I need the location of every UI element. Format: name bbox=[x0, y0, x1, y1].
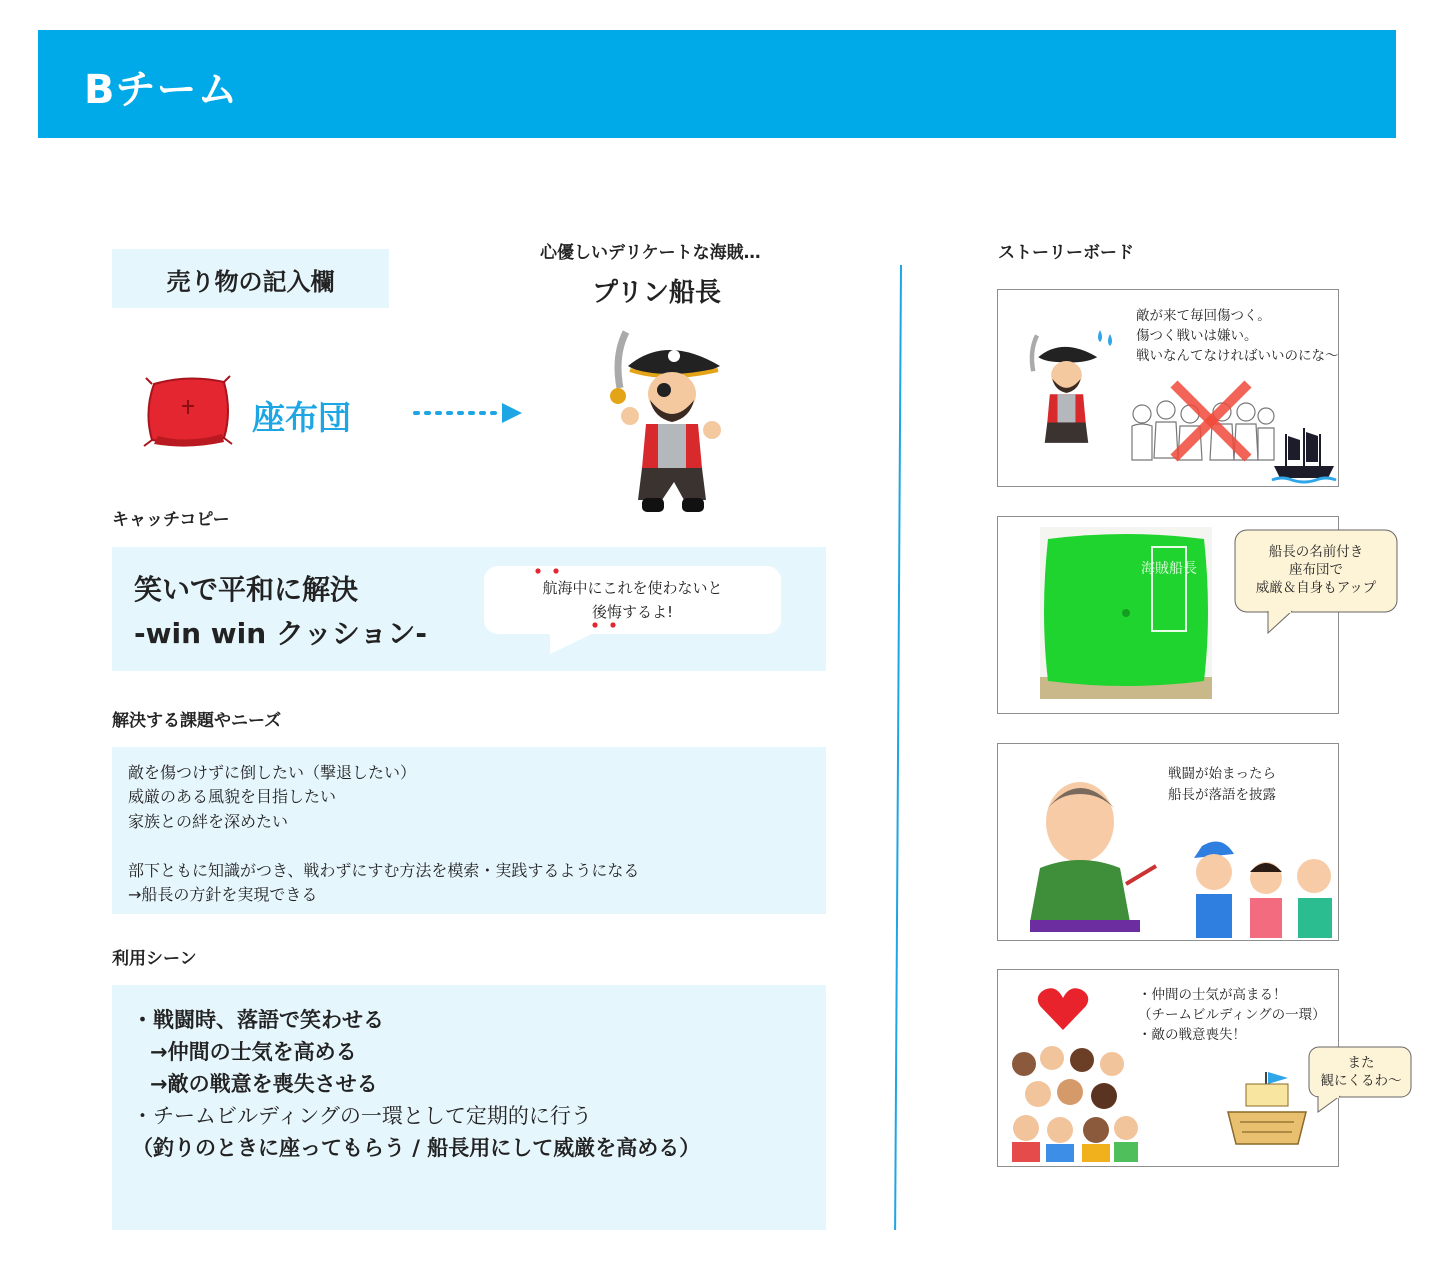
product-name: 座布団 bbox=[252, 398, 351, 437]
storyboard-panel-4 bbox=[997, 969, 1402, 1167]
header-bar bbox=[38, 30, 1396, 138]
scene-line: ・戦闘時、落語で笑わせる bbox=[132, 1008, 384, 1032]
sweat-drops-icon bbox=[1094, 326, 1120, 348]
panel3-text-line: 戦闘が始まったら bbox=[1168, 766, 1276, 782]
cheering-crowd-illustration bbox=[1004, 1044, 1140, 1162]
panel4-text-line: ・仲間の士気が高まる！ bbox=[1138, 987, 1287, 1003]
panel4-bubble-line: 観にくるわ〜 bbox=[1320, 1073, 1402, 1089]
laughing-children-illustration bbox=[1174, 836, 1350, 942]
needs-line: 部下ともに知識がつき、戦わずにすむ方法を模索・実践するようになる bbox=[128, 861, 640, 880]
panel4-text-line: ・敵の戦意喪失！ bbox=[1138, 1027, 1246, 1043]
dotted-arrow-icon bbox=[412, 400, 524, 426]
green-cushion-photo bbox=[1040, 527, 1212, 699]
scene-line: →敵の戦意を喪失させる bbox=[150, 1072, 378, 1096]
character-name: プリン船長 bbox=[592, 278, 721, 308]
rakugo-performer-illustration bbox=[1030, 772, 1170, 932]
needs-line: 威厳のある風貌を目指したい bbox=[128, 787, 337, 806]
panel3-text-line: 船長が落語を披露 bbox=[1168, 787, 1276, 803]
panel2-bubble-line: 船長の名前付き bbox=[1268, 544, 1364, 560]
emphasis-dots-icon bbox=[532, 566, 622, 632]
storyboard-panel-3 bbox=[997, 743, 1339, 941]
needs-line: →船長の方針を実現できる bbox=[128, 885, 318, 904]
speech-bubble-tail bbox=[550, 630, 600, 656]
panel2-bubble-line: 威厳＆自身もアップ bbox=[1255, 580, 1377, 596]
character-pretitle: 心優しいデリケートな海賊… bbox=[540, 243, 761, 263]
panel1-text-line: 戦いなんてなければいいのにな〜 bbox=[1136, 348, 1339, 364]
red-cushion-illustration bbox=[140, 372, 236, 452]
scene-line: →仲間の士気を高める bbox=[150, 1040, 357, 1064]
bubble-text-line2: 後悔するよ! bbox=[591, 603, 673, 621]
red-cross-icon bbox=[1168, 378, 1254, 464]
pirate-ship-icon bbox=[1270, 426, 1338, 486]
pirate-captain-illustration bbox=[590, 326, 740, 518]
panel1-text-line: 敵が来て毎回傷つく。 bbox=[1136, 308, 1271, 324]
storyboard-panel-2 bbox=[997, 516, 1377, 714]
needs-line: 敵を傷つけずに倒したい（撃退したい） bbox=[128, 763, 417, 782]
catchcopy-label: キャッチコピー bbox=[112, 510, 230, 530]
page-title: Bチーム bbox=[84, 67, 239, 113]
catchcopy-line2: -win win クッション- bbox=[134, 617, 427, 650]
heart-icon bbox=[1034, 984, 1092, 1034]
needs-label: 解決する課題やニーズ bbox=[112, 711, 282, 731]
vertical-divider bbox=[894, 265, 902, 1230]
pirate-ship-crew-illustration bbox=[1226, 1066, 1308, 1160]
catchcopy-line1: 笑いで平和に解決 bbox=[134, 573, 359, 606]
product-label: 売り物の記入欄 bbox=[166, 268, 335, 296]
panel2-bubble-line: 座布団で bbox=[1289, 562, 1343, 578]
scene-line: （釣りのときに座ってもらう / 船長用にして威厳を高める） bbox=[132, 1136, 701, 1160]
cushion-mark-text: 海賊船長 bbox=[1141, 561, 1197, 577]
storyboard-title: ストーリーボード bbox=[998, 243, 1134, 263]
panel4-text-line: （チームビルディングの一環） bbox=[1138, 1007, 1326, 1023]
scene-line: ・チームビルディングの一環として定期的に行う bbox=[132, 1104, 592, 1128]
storyboard-panel-1 bbox=[997, 289, 1339, 487]
panel1-text-line: 傷つく戦いは嫌い。 bbox=[1136, 328, 1258, 344]
bubble-text-line1: 航海中にこれを使わないと bbox=[542, 579, 723, 597]
scenes-label: 利用シーン bbox=[112, 949, 197, 969]
panel4-bubble-line: また bbox=[1347, 1055, 1375, 1071]
needs-line: 家族との絆を深めたい bbox=[128, 812, 289, 831]
